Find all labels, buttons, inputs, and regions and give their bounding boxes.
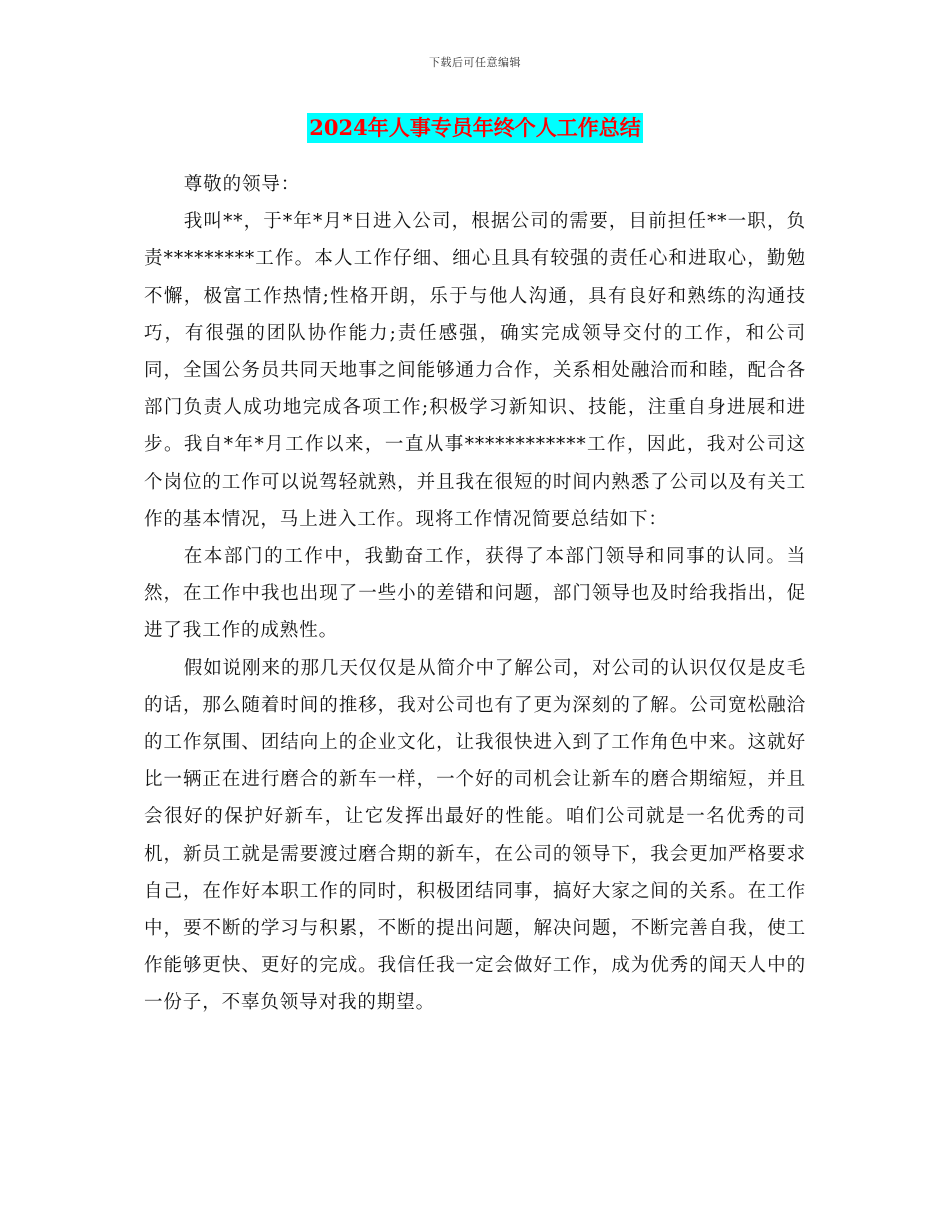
header-note: 下载后可任意编辑 bbox=[429, 56, 521, 69]
title-container bbox=[0, 113, 950, 143]
paragraph-3: 假如说刚来的那几天仅仅是从简介中了解公司，对公司的认识仅仅是皮毛的话，那么随着时间的推移，我对公司也有了更为深刻的了解。公司宽松融洽的工作氛围、团结向上的企业文化，让我很快进入到了工作角色中来。这就好比一辆正在进行磨合的新车一样，一个好的司机会让新车的磨合期缩短，并且会很好的保护好新车，让它发挥出最好的性能。咱们公司就是一名优秀的司机，新员工就是需要渡过磨合期的新车，在公司的领导下，我会更加严格要求自己，在作好本职工作的同时，积极团结同事，搞好大家之间的关系。在工作中，要不断的学习与积累，不断的提出问题，解决问题，不断完善自我，使工作能够更快、更好的完成。我信任我一定会做好工作，成为优秀的闻天人中的一份子，不辜负领导对我的期望。 bbox=[144, 657, 806, 1014]
document-body bbox=[144, 166, 806, 1022]
paragraph-2: 在本部门的工作中，我勤奋工作，获得了本部门领导和同事的认同。当然，在工作中我也出现了一些小的差错和问题，部门领导也及时给我指出，促进了我工作的成熟性。 bbox=[144, 546, 806, 642]
salutation: 尊敬的领导： bbox=[183, 174, 301, 195]
document-title: 2024年人事专员年终个人工作总结 bbox=[307, 113, 642, 143]
paragraph-1: 我叫**，于*年*月*日进入公司，根据公司的需要，目前担任**一职，负责*********工作。本人工作仔细、细心且具有较强的责任心和进取心，勤勉不懈，极富工作热情;性格开朗，乐于与他人沟通，具有良好和熟练的沟通技巧，有很强的团队协作能力;责任感强，确实完成领导交付的工作，和公司同，全国公务员共同天地事之间能够通力合作，关系相处融洽而和睦，配合各部门负责人成功地完成各项工作;积极学习新知识、技能，注重自身进展和进步。我自*年*月工作以来，一直从事************工作，因此，我对公司这个岗位的工作可以说驾轻就熟，并且我在很短的时间内熟悉了公司以及有关工作的基本情况，马上进入工作。现将工作情况简要总结如下： bbox=[144, 211, 806, 530]
